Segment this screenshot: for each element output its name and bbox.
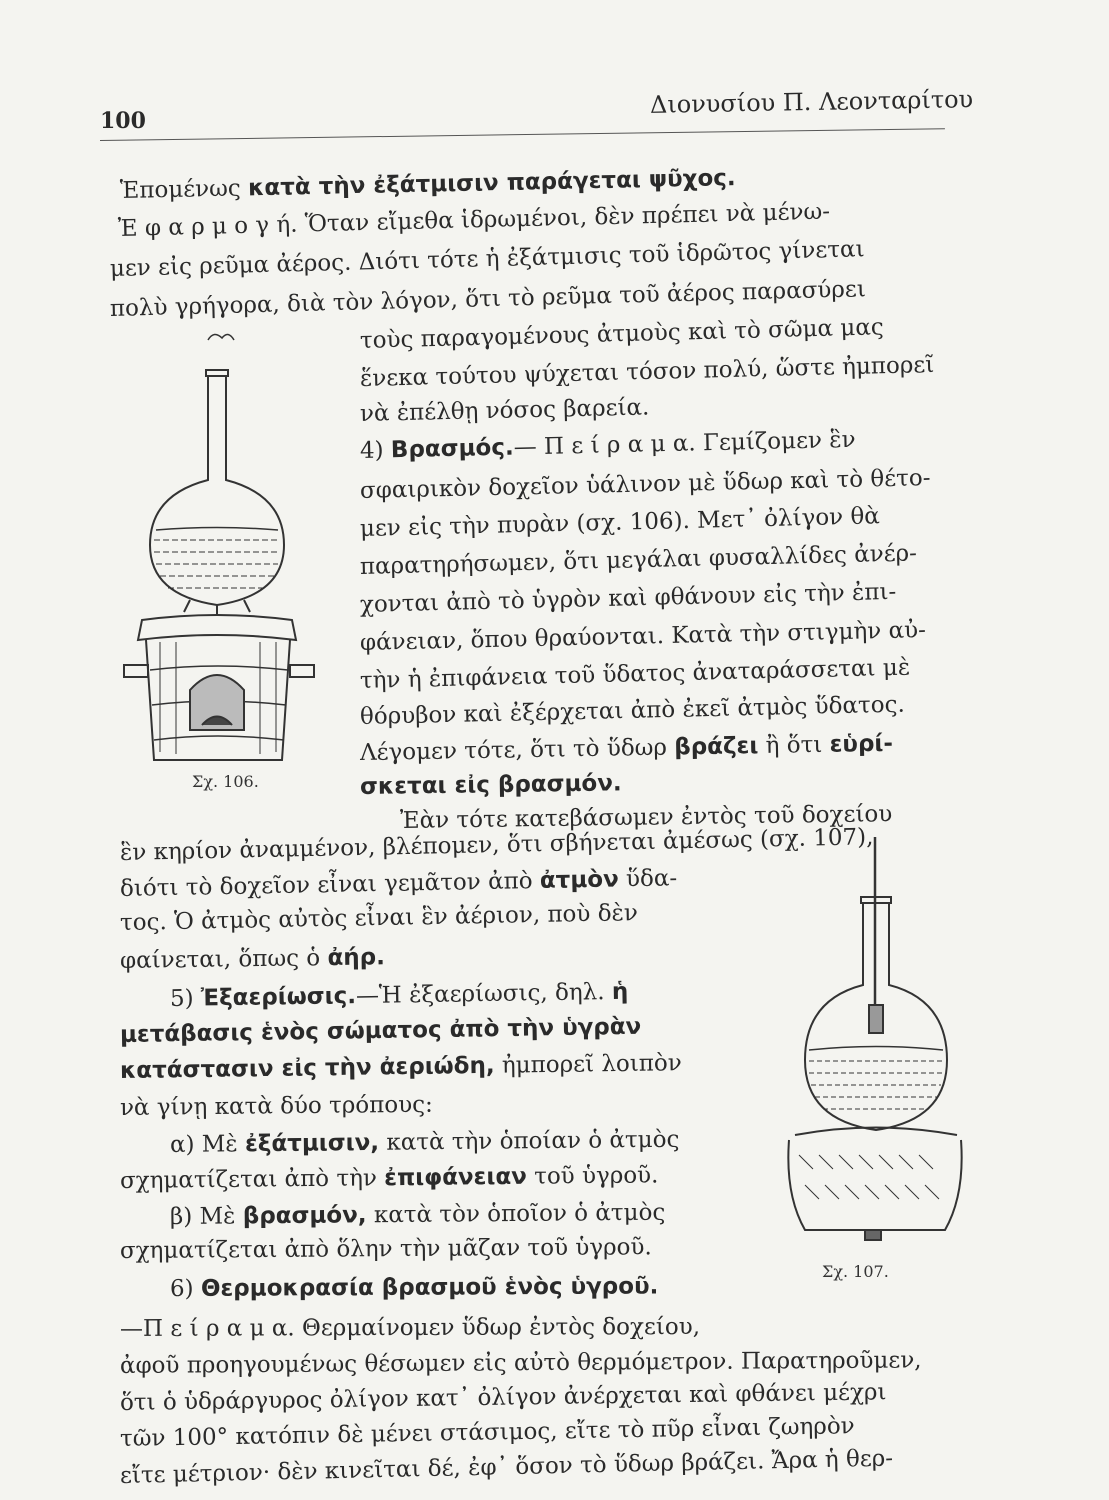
page-number: 100 [100,108,146,134]
text-line [359,351,935,392]
text-segment: ὅτι ὁ ὑδράργυρος ὀλίγον κατ᾽ ὀλίγον ἀνέρχεται καὶ φθάνει μέχρι [119,1379,887,1416]
text-segment: — Π ε ί ρ α μ α. Γεμίζομεν ἓν [513,426,856,461]
figure-106-flask-on-stove [120,330,340,770]
figure-107-flask-with-thermometer [765,835,965,1260]
text-line [169,1126,680,1158]
text-line [119,1091,433,1121]
text-segment: β) Μὲ [169,1203,243,1230]
text-segment: νὰ γίνῃ κατὰ δύο τρόπους: [119,1091,433,1121]
text-segment: Ἐ φ α ρ μ ο γ ή. Ὅταν εἴμεθα ἱδρωμένοι, δὲν πρέπει νὰ μένω- [117,198,831,242]
text-line [120,1349,922,1378]
text-segment: μεν εἰς τὴν πυρὰν (σχ. 106). Μετ᾽ ὀλίγον θὰ [359,503,881,542]
text-segment: κατὰ τὸν ὁποῖον ὁ ἀτμὸς [366,1199,666,1229]
bold-text: κατὰ τὴν ἐξάτμισιν παράγεται ψῦχος. [247,165,736,202]
text-segment: πολὺ γρήγορα, διὰ τὸν λόγον, ὅτι τὸ ρεῦμα τοῦ ἀέρος παρασύρει [109,276,867,322]
text-segment: τὴν ἡ ἐπιφάνεια τοῦ ὕδατος ἀναταράσσεται μὲ [359,654,911,694]
text-segment: σχηματίζεται ἀπὸ ὅλην τὴν μᾶζαν τοῦ ὑγροῦ. [119,1234,652,1264]
bold-text: σκεται εἰς βρασμόν. [359,770,622,800]
bold-text: βράζει [674,733,759,761]
text-line [359,691,906,730]
running-title: Διονυσίου Π. Λεονταρίτου [649,85,974,119]
text-line [120,167,736,203]
bold-text: ἡ [611,978,629,1006]
bold-text: Βρασμός. [390,434,514,464]
text-segment: νὰ ἐπέλθῃ νόσος βαρεία. [359,394,650,427]
text-line [120,946,385,973]
text-line [360,467,931,503]
text-segment: τος. Ὁ ἀτμὸς αὐτὸς εἶναι ἓν ἀέριον, ποὺ δὲν [119,900,639,936]
bold-text: ἐπιφάνειαν [384,1163,527,1192]
text-segment: Λέγομεν τότε, ὅτι τὸ ὕδωρ [359,734,675,766]
text-line [360,396,650,426]
text-segment: ἠμπορεῖ λοιπὸν [494,1050,682,1079]
text-segment: σφαιρικὸν δοχεῖον ὑάλινον μὲ ὕδωρ καὶ τὸ θέτο- [359,465,931,504]
text-segment: ἀφοῦ προηγουμένως θέσωμεν εἰς αὐτὸ θερμόμετρον. Παρατηροῦμεν, [119,1347,922,1379]
text-segment: τῶν 100° κατόπιν δὲ μένει στάσιμος, εἴτε τὸ πῦρ εἶναι ζωηρὸν [119,1413,855,1452]
text-segment: κατὰ τὴν ὁποίαν ὁ ἀτμὸς [378,1126,680,1156]
bold-text: Θερμοκρασία βρασμοῦ ἑνὸς ὑγροῦ. [200,1273,659,1302]
text-line [360,542,917,579]
text-line [360,772,622,799]
text-line [359,654,911,694]
text-segment: φάνειαν, ὅπου θραύονται. Κατὰ τὴν στιγμὴν αὐ- [359,617,927,656]
text-line [169,1199,666,1230]
text-line [117,198,831,242]
text-line [360,619,926,655]
text-segment: —Π ε ί ρ α μ α. Θερμαίνομεν ὕδωρ ἐντὸς δοχείου, [119,1313,701,1342]
text-line [120,1415,855,1451]
text-segment: εἴτε μέτριον· δὲν κινεῖται δέ, ἐφ᾽ ὅσον τὸ ὕδωρ βράζει. Ἄρα ἡ θερ- [119,1445,894,1489]
text-segment: ἕνεκα τούτου ψύχεται τόσον πολύ, ὥστε ἠμπορεῖ [359,351,935,392]
text-segment: θόρυβον καὶ ἐξέρχεται ἀπὸ ἐκεῖ ἀτμὸς ὕδατος. [359,691,906,730]
text-segment: 6) [169,1275,201,1302]
text-line [170,1275,658,1301]
bold-text: κατάστασιν εἰς τὴν ἀεριώδη, [119,1052,495,1084]
bold-text: ἀτμὸν [539,866,619,894]
text-segment: τοὺς παραγομένους ἀτμοὺς καὶ τὸ σῶμα μας [359,314,885,354]
text-segment: φαίνεται, ὅπως ὁ [119,945,328,974]
text-line [359,426,856,464]
text-line [120,1381,887,1415]
text-segment: μεν εἰς ρεῦμα ἀέρος. Διότι τότε ἡ ἐξάτμισις τοῦ ἱδρῶτος γίνεται [109,236,865,282]
text-segment: ὕδα- [618,865,678,893]
text-line [110,278,866,321]
figure-106-caption: Σχ. 106. [192,772,259,791]
text-segment: 4) [359,437,392,464]
text-line [120,1447,894,1488]
text-line [360,316,884,353]
text-line [360,505,880,541]
text-segment: 5) [169,985,202,1012]
text-segment: τοῦ ὑγροῦ. [526,1162,659,1190]
text-segment: α) Μὲ [169,1131,246,1158]
text-line [119,1313,701,1342]
text-line [120,1236,652,1263]
bold-text: εὑρί- [829,730,894,758]
text-segment: χονται ἀπὸ τὸ ὑγρὸν καὶ φθάνουν εἰς τὴν ἐπι- [359,578,897,618]
header-rule [100,128,945,141]
text-line [359,730,894,766]
text-segment: ἢ ὅτι [758,731,830,760]
text-segment: Ἐὰν τότε κατεβάσωμεν ἐντὸς τοῦ δοχείου [399,801,893,834]
text-line [120,902,638,935]
bold-text: ἀήρ. [327,944,386,972]
text-segment: —Ἡ ἐξαερίωσις, δηλ. [355,979,613,1010]
text-line [120,867,678,901]
bold-text: Ἐξαερίωσις. [200,983,357,1012]
bold-text: βρασμόν, [242,1202,367,1230]
text-line [359,578,897,618]
bold-text: ἐξάτμισιν, [244,1129,380,1158]
text-line [120,1052,682,1083]
text-segment: σχηματίζεται ἀπὸ τὴν [119,1165,385,1194]
text-segment: διότι τὸ δοχεῖον εἶναι γεμᾶτον ἀπὸ [119,867,541,902]
text-line [110,238,865,281]
text-segment: παρατηρήσωμεν, ὅτι μεγάλαι φυσαλλίδες ἀνέρ- [359,540,918,580]
text-line [169,978,629,1012]
text-segment: Ἑπομένως [119,175,249,204]
text-line [120,1164,659,1193]
text-line [119,1013,642,1048]
text-line [120,826,874,865]
text-segment: ἓν κηρίον ἀναμμένον, βλέπομεν, ὅτι σβήνεται ἀμέσως (σχ. 107), [119,824,874,866]
figure-107-caption: Σχ. 107. [822,1262,889,1281]
bold-text: μετάβασις ἑνὸς σώματος ἀπὸ τὴν ὑγρὰν [119,1013,642,1048]
